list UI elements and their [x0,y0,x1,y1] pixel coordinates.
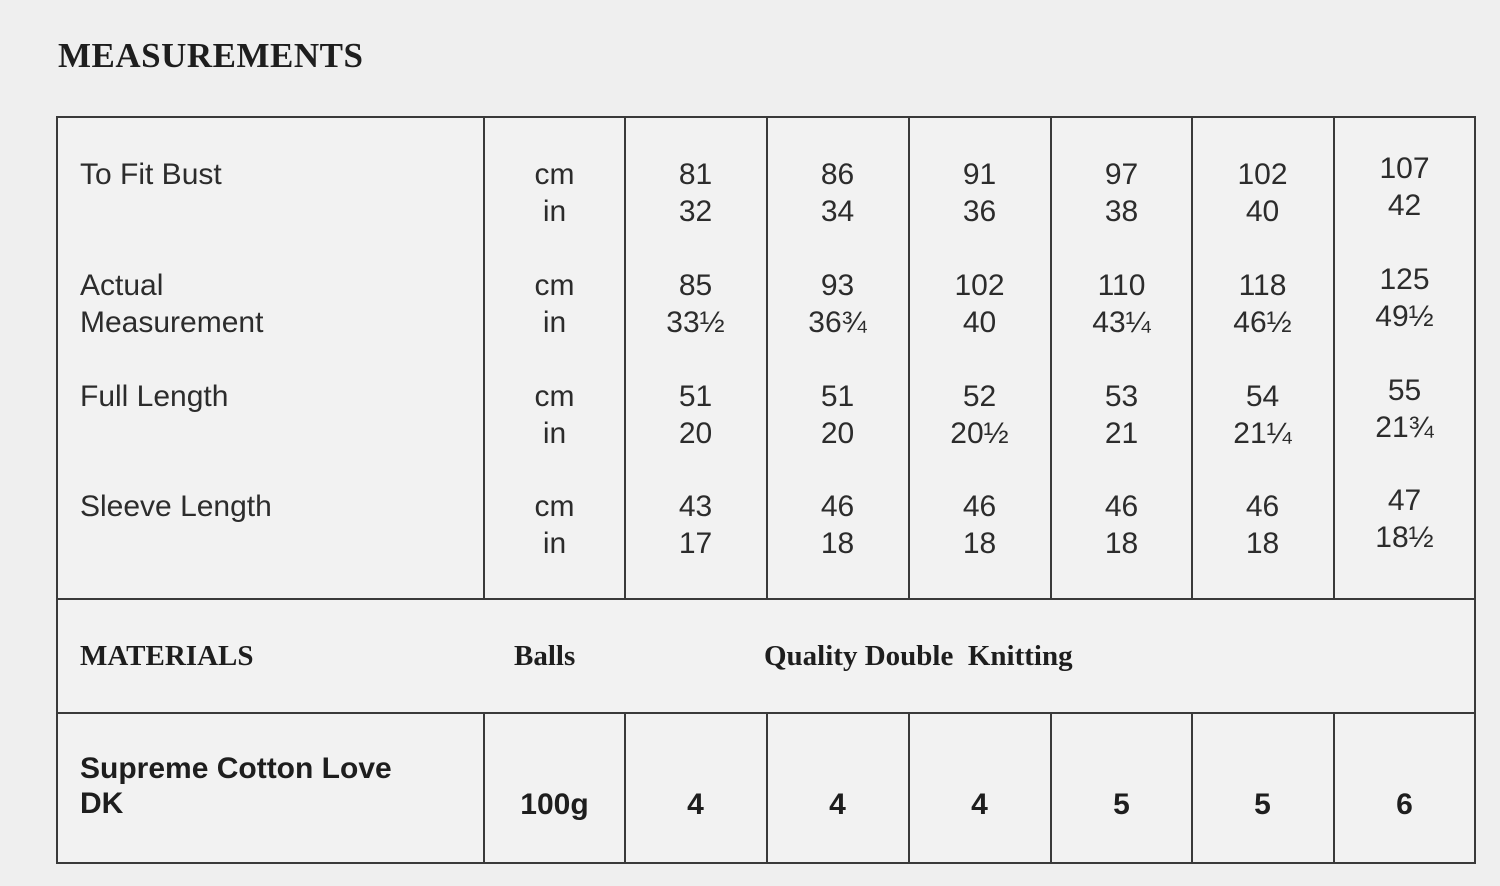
value-cell [1192,488,1333,562]
unit-cm: cm [534,269,575,302]
value-cell [767,267,908,341]
value-cell [1051,488,1192,562]
value-cell [909,378,1050,452]
value-cm: 46 [1104,490,1139,523]
value-cell [625,267,766,341]
value-cm: 54 [1245,380,1280,413]
unit-in: in [542,306,567,339]
value-cm: 91 [962,158,997,191]
value-cm: 51 [820,380,855,413]
ball-quantity: 4 [687,788,704,821]
value-cm: 97 [1104,158,1139,191]
value-in: 21¼ [1233,417,1292,450]
value-cm: 102 [1237,158,1288,191]
value-in: 42 [1387,189,1422,222]
value-cm: 43 [678,490,713,523]
value-in: 20 [820,417,855,450]
value-in: 20 [678,417,713,450]
value-in: 43¼ [1092,306,1151,339]
value-in: 20½ [950,417,1009,450]
value-cm: 55 [1387,374,1422,407]
yarn-name [80,751,392,821]
value-in: 17 [678,527,713,560]
value-in: 18 [1104,527,1139,560]
ball-weight: 100g [520,788,589,821]
unit-cell [484,267,625,341]
value-in: 18½ [1375,521,1434,554]
value-cm: 53 [1104,380,1139,413]
value-cm: 102 [954,269,1005,302]
ball-quantity: 5 [1254,788,1271,821]
unit-in: in [542,195,567,228]
measurements-table [56,116,1476,864]
materials-heading: MATERIALS [80,640,254,672]
yarn-quality: Quality Double Knitting [764,640,1073,672]
value-in: 18 [820,527,855,560]
value-cm: 93 [820,269,855,302]
ball-quantity: 6 [1396,788,1413,821]
yarn-name-line: Supreme Cotton Love [80,752,392,785]
unit-cell [484,378,625,452]
value-cell [1334,150,1475,224]
value-cm: 86 [820,158,855,191]
value-in: 36¾ [808,306,867,339]
value-in: 49½ [1375,300,1434,333]
balls-label: Balls [514,640,576,672]
unit-cell [484,156,625,230]
value-cell [1051,378,1192,452]
value-cell [1192,267,1333,341]
unit-cell [484,488,625,562]
value-cell [625,378,766,452]
label-line: Full Length [80,380,229,413]
row-divider [58,598,1474,600]
value-cell [625,488,766,562]
value-cell [767,488,908,562]
value-cell [1192,378,1333,452]
value-in: 21¾ [1375,411,1434,444]
value-cell [1334,482,1475,556]
row-label-full-length [80,378,228,415]
label-line: Actual [80,269,164,302]
value-cm: 46 [820,490,855,523]
value-cm: 46 [962,490,997,523]
ball-quantity: 5 [1113,788,1130,821]
unit-in: in [542,527,567,560]
value-in: 18 [1245,527,1280,560]
unit-in: in [542,417,567,450]
value-cm: 81 [678,158,713,191]
value-cm: 85 [678,269,713,302]
value-in: 34 [820,195,855,228]
value-in: 33½ [666,306,725,339]
value-cell [909,156,1050,230]
value-in: 18 [962,527,997,560]
value-cell [1192,156,1333,230]
unit-cm: cm [534,490,575,523]
ball-quantity: 4 [971,788,988,821]
unit-cm: cm [534,158,575,191]
value-cell [1051,156,1192,230]
value-in: 40 [1245,195,1280,228]
value-cell [1051,267,1192,341]
value-cell [625,156,766,230]
value-in: 46½ [1233,306,1292,339]
value-cm: 125 [1379,263,1430,296]
value-in: 32 [678,195,713,228]
value-cm: 51 [678,380,713,413]
row-label-actual-measurement [80,267,263,341]
row-label-to-fit-bust [80,156,222,193]
value-cm: 47 [1387,484,1422,517]
row-label-sleeve-length [80,488,272,525]
page-title: MEASUREMENTS [58,36,364,75]
value-cm: 52 [962,380,997,413]
value-cell [767,378,908,452]
value-cm: 110 [1097,269,1146,302]
ball-quantity: 4 [829,788,846,821]
value-in: 38 [1104,195,1139,228]
value-cm: 107 [1379,152,1430,185]
value-cell [909,488,1050,562]
value-cm: 118 [1238,269,1287,302]
label-line: Measurement [80,306,264,339]
value-cm: 46 [1245,490,1280,523]
label-line: Sleeve Length [80,490,272,523]
value-cell [909,267,1050,341]
value-in: 36 [962,195,997,228]
yarn-name-line: DK [80,787,124,820]
value-in: 21 [1104,417,1139,450]
value-cell [1334,372,1475,446]
unit-cm: cm [534,380,575,413]
value-cell [767,156,908,230]
value-in: 40 [962,306,997,339]
label-line: To Fit Bust [80,158,222,191]
value-cell [1334,261,1475,335]
